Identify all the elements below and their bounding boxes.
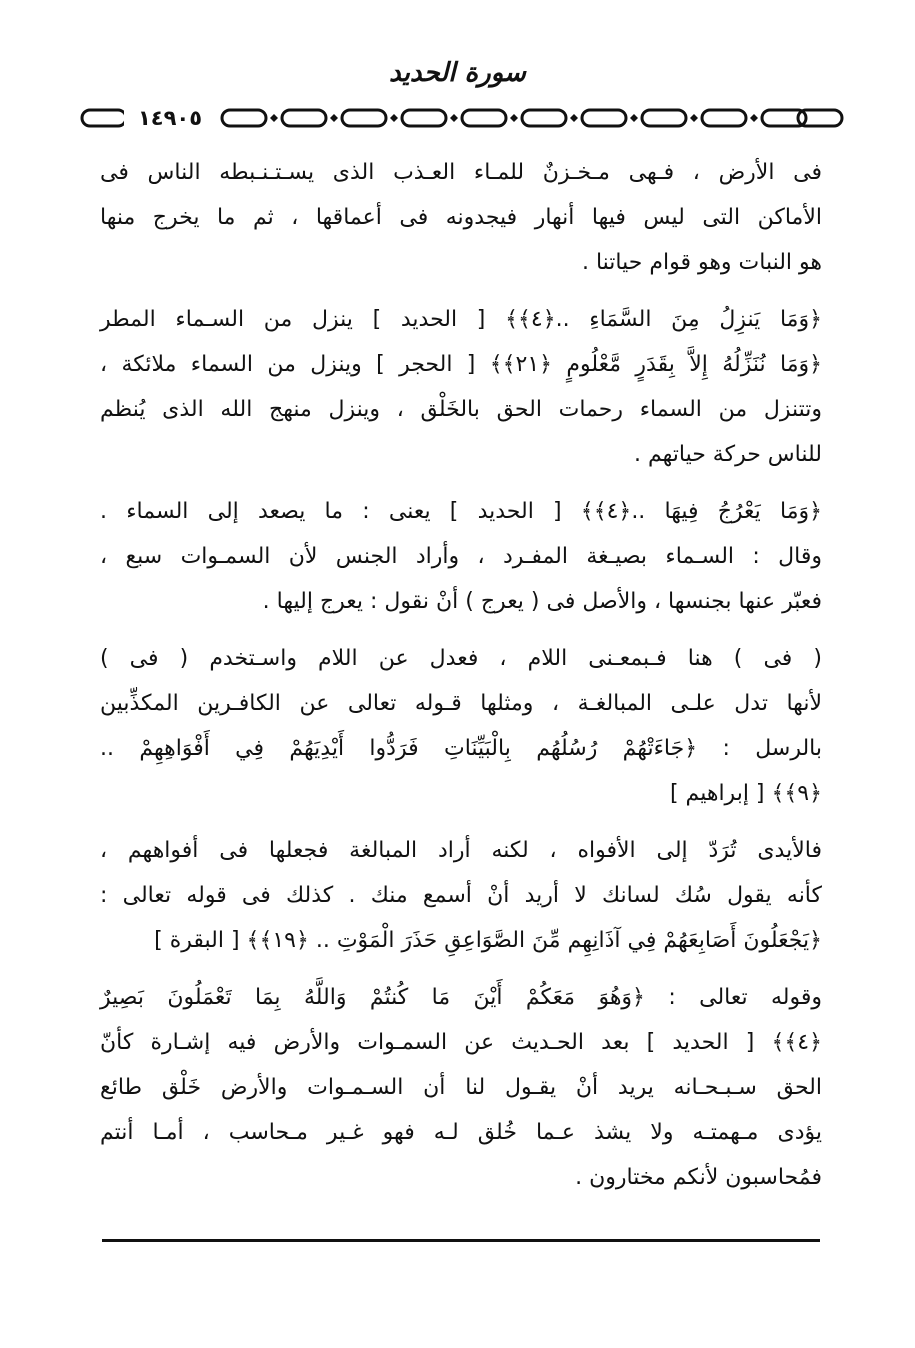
text-line: ﴿وَمَا نُنَزِّلُهُ إِلاَّ بِقَدَرٍ مَّعْلُومٍ ﴿٢١﴾﴾ [ الحجر ] وينزل من السماء ملائكة ، (100, 352, 822, 377)
text-line: ﴿٤﴾﴾ [ الحديد ] بعد الحـديث عن السمـوات والأرض فيه إشـارة كأنّ (100, 1030, 822, 1055)
text-line: الحق سـبـحـانه يريد أنْ يقـول لنا أن السـمـوات والأرض خَلْق طائع (100, 1075, 822, 1100)
text-line: وقال : السـماء بصيـغة المفـرد ، وأراد الجنس لأن السمـوات سبع ، (100, 544, 822, 569)
text-line: وتتنزل من السماء رحمات الحق بالخَلْق ، وينزل منهج الله الذى يُنظم (100, 397, 822, 422)
text-line: ﴿يَجْعَلُونَ أَصَابِعَهُمْ فِي آذَانِهِم مِّنَ الصَّوَاعِقِ حَذَرَ الْمَوْتِ .. ﴿١٩﴾﴾ [ البقرة ] (154, 928, 822, 953)
text-line: كأنه يقول سُك لسانك لا أريد أنْ أسمع منك . كذلك فى قوله تعالى : (100, 883, 822, 908)
text-line: ( فى ) هنا فـبمعـنى اللام ، فعدل عن اللام واسـتخدم ( فى ) (100, 646, 822, 671)
text-line: لأنها تدل علـى المبالغـة ، ومثلها قـوله تعالى عن الكافـرين المكذِّبين (100, 691, 822, 716)
text-line: للناس حركة حياتهم . (633, 442, 822, 467)
text-line: فالأيدى تُرَدّ إلى الأفواه ، لكنه أراد المبالغة فجعلها فى أفواههم ، (100, 838, 822, 863)
text-line: ﴿وَمَا يَعْرُجُ فِيهَا ..﴿٤﴾﴾ [ الحديد ] يعنى : ما يصعد إلى السماء . (100, 499, 822, 524)
text-line: ﴿٩﴾﴾ [ إبراهيم ] (669, 781, 822, 806)
paragraph (100, 297, 822, 477)
paragraph (100, 150, 822, 285)
text-line: فى الأرض ، فـهى مـخـزنٌ للمـاء العـذب الذى يسـتـنـبطه الناس فى (100, 160, 822, 185)
surah-title: سورة الحديد (389, 58, 526, 88)
text-line: فعبّر عنها بجنسها ، والأصل فى ( يعرج ) أنْ نقول : يعرج إليها . (262, 589, 822, 614)
text-line: هو النبات وهو قوام حياتنا . (581, 250, 822, 275)
text-line: الأماكن التى ليس فيها أنهار فيجدونه فى أعماقها ، ثم ما يخرج منها (100, 205, 822, 230)
body-text (100, 150, 822, 1212)
page-number: ١٤٩٠٥ (124, 100, 216, 136)
paragraph (100, 636, 822, 816)
text-line: فمُحاسبون لأنكم مختارون . (575, 1165, 822, 1190)
text-line: وقوله تعالى : ﴿وَهُوَ مَعَكُمْ أَيْنَ مَا كُنتُمْ وَاللَّهُ بِمَا تَعْمَلُونَ بَصِيرٌ (100, 985, 822, 1010)
paragraph (100, 828, 822, 963)
text-line: بالرسل : ﴿جَاءَتْهُمْ رُسُلُهُم بِالْبَيِّنَاتِ فَرَدُّوا أَيْدِيَهُمْ فِي أَفْوَاهِهِمْ .. (100, 736, 822, 761)
text-line: يؤدى مـهمتـه ولا يشذ عـما خُلق لـه فهو غـير مـحاسب ، أمـا أنتم (100, 1120, 822, 1145)
footer-rule (102, 1239, 820, 1242)
paragraph (100, 489, 822, 624)
paragraph (100, 975, 822, 1200)
text-line: ﴿وَمَا يَنزِلُ مِنَ السَّمَاءِ ..﴿٤﴾﴾ [ الحديد ] ينزل من السـماء المطر (100, 307, 822, 332)
